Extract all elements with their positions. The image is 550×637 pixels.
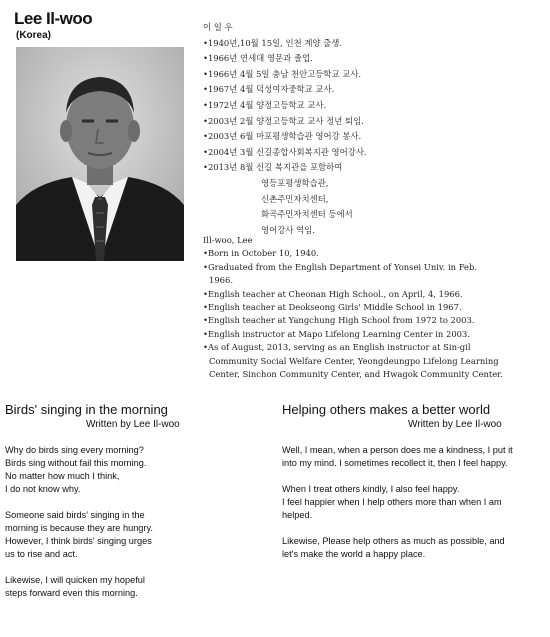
essay-line: morning is because they are hungry. xyxy=(5,523,153,533)
bio-english-line: •English teacher at Cheonan High School., on April, 4, 1966. xyxy=(203,288,463,299)
profile-country: (Korea) xyxy=(16,30,52,41)
bio-english-line: •Born in October 10, 1940. xyxy=(203,248,319,259)
essay-paragraph xyxy=(282,535,513,561)
essay-line: I feel happier when I help others more than when I am xyxy=(282,497,502,507)
essay-line: into my mind. I sometimes recollect it, then I feel happy. xyxy=(282,458,508,468)
bio-korean-line: •2003년 2월 양정고등학교 교사 정년 퇴임. xyxy=(203,115,364,126)
essay-2-body xyxy=(282,444,513,574)
essay-paragraph xyxy=(5,509,153,561)
bio-korean-name: 이 일 우 xyxy=(203,22,233,32)
bio-korean-line: •2003년 6월 마포평생학습관 영어강 봉사. xyxy=(203,131,362,142)
essay-paragraph xyxy=(5,444,153,496)
essay-line: I do not know why. xyxy=(5,484,81,494)
portrait-photo xyxy=(16,47,184,261)
essay-line: let's make the world a happy place. xyxy=(282,549,426,559)
bio-korean xyxy=(203,20,367,238)
essay-line: us to rise and act. xyxy=(5,549,78,559)
essay-line: Likewise, Please help others as much as possible, and xyxy=(282,536,505,546)
bio-korean-line: •1966년 연세대 영문과 졸업. xyxy=(203,53,313,64)
essay-2-author: Written by Lee Il-woo xyxy=(408,419,502,430)
essay-line: No matter how much I think, xyxy=(5,471,120,481)
bio-korean-line: •2013년 8월 신길 복지관을 포함하여 xyxy=(203,162,343,173)
bio-english-line: •As of August, 2013, serving as an English instructor at Sin-gil xyxy=(203,342,471,353)
bio-korean-line: 영어강사 역임. xyxy=(261,224,315,235)
essay-paragraph xyxy=(282,444,513,470)
bio-korean-line: 신촌주민자치센터, xyxy=(261,193,329,204)
bio-korean-line: •1940년,10월 15일, 인천 계양 출생. xyxy=(203,37,343,48)
essay-1-body xyxy=(5,444,153,613)
essay-line: When I treat others kindly, I also feel happy. xyxy=(282,484,460,494)
essay-line: helped. xyxy=(282,510,313,520)
essay-line: Someone said birds' singing in the xyxy=(5,510,145,520)
bio-korean-line: •2004년 3월 신길종합사회복지관 영어강사. xyxy=(203,146,367,157)
essay-paragraph xyxy=(5,574,153,600)
bio-english-name: Ill-woo, Lee xyxy=(203,235,253,245)
bio-korean-line: •1966년 4월 5일 충남 천안고등학교 교사. xyxy=(203,68,362,79)
essay-line: Why do birds sing every morning? xyxy=(5,445,144,455)
essay-line: However, I think birds' singing urges xyxy=(5,536,152,546)
essay-line: steps forward even this morning. xyxy=(5,588,138,598)
essay-1-author: Written by Lee Il-woo xyxy=(86,419,180,430)
essay-1-title: Birds' singing in the morning xyxy=(5,402,168,417)
bio-korean-line: •1967년 4월 덕성여자중학교 교사. xyxy=(203,84,335,95)
essay-2-title: Helping others makes a better world xyxy=(282,402,491,417)
bio-english-line: •English teacher at Deokseong Girls' Middle School in 1967. xyxy=(203,302,462,313)
bio-korean-line: •1972년 4월 양정고등학교 교사. xyxy=(203,99,327,110)
essay-line: Likewise, I will quicken my hopeful xyxy=(5,575,145,585)
profile-name: Lee Il-woo xyxy=(14,9,93,28)
essay-paragraph xyxy=(282,483,513,522)
bio-english-line: Center, Sinchon Community Center, and Hwagok Community Center. xyxy=(209,369,503,380)
bio-korean-line: 영등포평생학습관, xyxy=(261,177,329,188)
bio-english xyxy=(203,234,503,381)
essay-line: Birds sing without fail this morning. xyxy=(5,458,147,468)
essay-line: Well, I mean, when a person does me a kindness, I put it xyxy=(282,445,513,455)
bio-english-line: 1966. xyxy=(209,275,233,286)
bio-english-line: Community Social Welfare Center, Yeongdeungpo Lifelong Learning xyxy=(209,355,499,366)
bio-korean-line: 화곡주민자치센터 등에서 xyxy=(261,209,353,220)
bio-english-line: •English teacher at Yangchung High School from 1972 to 2003. xyxy=(203,315,475,326)
bio-english-line: •English instructor at Mapo Lifelong Learning Center in 2003. xyxy=(203,328,470,339)
bio-english-line: •Graduated from the English Department of Yonsei Univ. in Feb. xyxy=(203,261,478,272)
